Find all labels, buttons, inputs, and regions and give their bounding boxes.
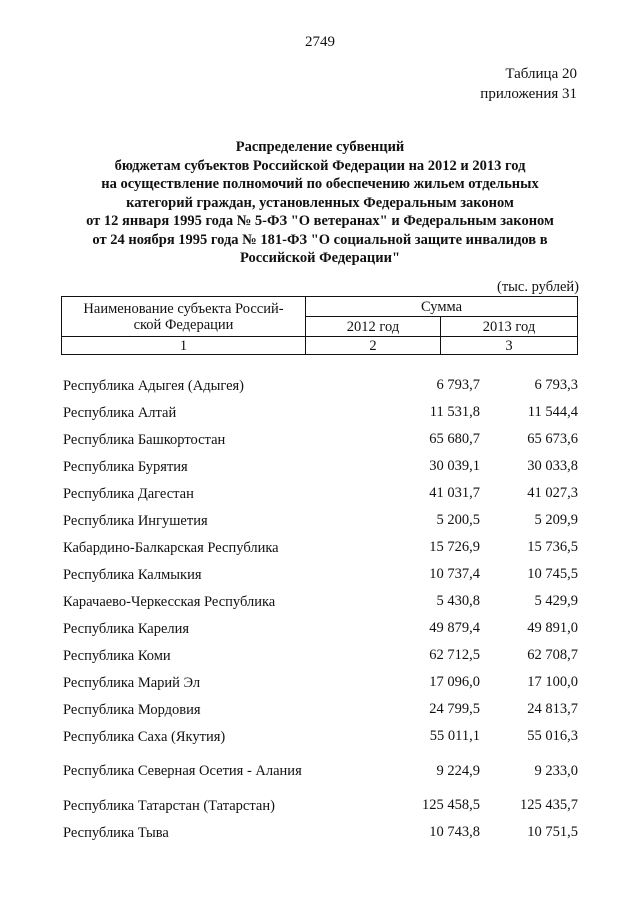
table-row bbox=[63, 480, 578, 507]
region-name-cell: Республика Башкортостан bbox=[63, 431, 226, 448]
value-2012-cell: 10 737,4 bbox=[429, 566, 480, 582]
region-name-cell: Республика Татарстан (Татарстан) bbox=[63, 797, 275, 814]
value-2012-cell: 125 458,5 bbox=[422, 797, 480, 813]
table-row bbox=[63, 453, 578, 480]
units-label: (тыс. рублей) bbox=[497, 279, 579, 295]
header-name-cell bbox=[62, 297, 306, 337]
region-name-cell: Республика Карелия bbox=[63, 620, 190, 637]
table-row bbox=[63, 723, 578, 750]
region-name-cell: Республика Коми bbox=[63, 647, 171, 664]
title-line: от 24 ноября 1995 года № 181-ФЗ "О социальной защите инвалидов в bbox=[92, 231, 548, 248]
region-name-cell: Республика Адыгея (Адыгея) bbox=[63, 377, 245, 394]
value-2013-cell: 10 751,5 bbox=[527, 824, 578, 840]
region-name-cell: Республика Северная Осетия - Алания bbox=[63, 763, 302, 779]
value-2013-cell: 17 100,0 bbox=[527, 674, 578, 690]
value-2012-cell: 5 200,5 bbox=[436, 512, 480, 528]
table-row bbox=[63, 507, 578, 534]
table-row bbox=[63, 750, 578, 792]
table-row bbox=[63, 399, 578, 426]
value-2013-cell: 30 033,8 bbox=[527, 458, 578, 474]
page-number: 2749 bbox=[305, 34, 335, 50]
region-name-cell: Кабардино-Балкарская Республика bbox=[63, 539, 279, 556]
header-col-number-1: 1 bbox=[62, 337, 306, 355]
value-2012-cell: 65 680,7 bbox=[429, 431, 480, 447]
table-row bbox=[63, 792, 578, 819]
region-name-cell: Республика Тыва bbox=[63, 824, 169, 841]
value-2013-cell: 49 891,0 bbox=[527, 620, 578, 636]
table-reference-line2: приложения 31 bbox=[480, 86, 577, 102]
value-2013-cell: 5 209,9 bbox=[534, 512, 578, 528]
value-2012-cell: 9 224,9 bbox=[436, 762, 480, 779]
table-body bbox=[63, 372, 578, 846]
region-name-cell: Республика Алтай bbox=[63, 404, 177, 421]
title-line: бюджетам субъектов Российской Федерации на 2012 и 2013 год bbox=[114, 157, 526, 174]
region-name-cell: Республика Дагестан bbox=[63, 485, 194, 502]
value-2013-cell: 6 793,3 bbox=[534, 377, 578, 393]
table-row bbox=[63, 534, 578, 561]
value-2012-cell: 41 031,7 bbox=[429, 485, 480, 501]
header-name-line2: ской Федерации bbox=[133, 316, 234, 333]
region-name-cell: Республика Саха (Якутия) bbox=[63, 728, 226, 745]
value-2012-cell: 62 712,5 bbox=[429, 647, 480, 663]
value-2012-cell: 10 743,8 bbox=[429, 824, 480, 840]
header-col-number-2: 2 bbox=[306, 337, 441, 355]
value-2012-cell: 15 726,9 bbox=[429, 539, 480, 555]
table-reference bbox=[480, 64, 577, 104]
header-year-2013: 2013 год bbox=[441, 317, 578, 337]
value-2012-cell: 49 879,4 bbox=[429, 620, 480, 636]
value-2013-cell: 55 016,3 bbox=[527, 728, 578, 744]
title-line: Российской Федерации" bbox=[239, 250, 401, 266]
value-2012-cell: 55 011,1 bbox=[429, 728, 480, 744]
region-name-cell: Республика Марий Эл bbox=[63, 674, 201, 691]
value-2012-cell: 17 096,0 bbox=[429, 674, 480, 690]
table-row bbox=[63, 372, 578, 399]
header-name-line1: Наименование субъекта Россий- bbox=[83, 300, 284, 317]
table-reference-line1: Таблица 20 bbox=[505, 66, 577, 82]
table-row bbox=[63, 696, 578, 723]
table-row bbox=[63, 561, 578, 588]
value-2013-cell: 24 813,7 bbox=[527, 701, 578, 717]
title-line: Распределение субвенций bbox=[235, 139, 405, 155]
header-col-number-3: 3 bbox=[441, 337, 578, 355]
value-2013-cell: 15 736,5 bbox=[527, 539, 578, 555]
value-2012-cell: 5 430,8 bbox=[436, 593, 480, 609]
header-year-2012: 2012 год bbox=[306, 317, 441, 337]
value-2013-cell: 125 435,7 bbox=[520, 797, 578, 813]
value-2013-cell: 10 745,5 bbox=[527, 566, 578, 582]
title-line: категорий граждан, установленных Федеральным законом bbox=[126, 194, 514, 211]
value-2012-cell: 24 799,5 bbox=[429, 701, 480, 717]
value-2013-cell: 41 027,3 bbox=[527, 485, 578, 501]
table-row bbox=[63, 426, 578, 453]
region-name-cell: Республика Калмыкия bbox=[63, 566, 202, 583]
value-2013-cell: 5 429,9 bbox=[534, 593, 578, 609]
region-name-cell: Республика Бурятия bbox=[63, 458, 188, 475]
title-line: от 12 января 1995 года № 5-ФЗ "О ветеранах" и Федеральным законом bbox=[86, 213, 554, 229]
value-2012-cell: 11 531,8 bbox=[429, 404, 480, 420]
header-sum-cell: Сумма bbox=[306, 297, 578, 317]
table-row bbox=[63, 669, 578, 696]
value-2012-cell: 6 793,7 bbox=[436, 377, 480, 393]
table-row bbox=[63, 819, 578, 846]
table-row bbox=[63, 588, 578, 615]
table-row bbox=[63, 615, 578, 642]
region-name-cell: Республика Ингушетия bbox=[63, 512, 208, 529]
value-2013-cell: 9 233,0 bbox=[534, 762, 578, 779]
table-row bbox=[63, 642, 578, 669]
value-2013-cell: 65 673,6 bbox=[527, 431, 578, 447]
value-2013-cell: 11 544,4 bbox=[527, 404, 578, 420]
table-header bbox=[61, 296, 578, 355]
value-2013-cell: 62 708,7 bbox=[527, 647, 578, 663]
region-name-cell: Республика Мордовия bbox=[63, 701, 201, 718]
document-title bbox=[70, 138, 570, 268]
value-2012-cell: 30 039,1 bbox=[429, 458, 480, 474]
title-line: на осуществление полномочий по обеспечению жильем отдельных bbox=[101, 176, 539, 192]
region-name-cell: Карачаево-Черкесская Республика bbox=[63, 593, 276, 610]
